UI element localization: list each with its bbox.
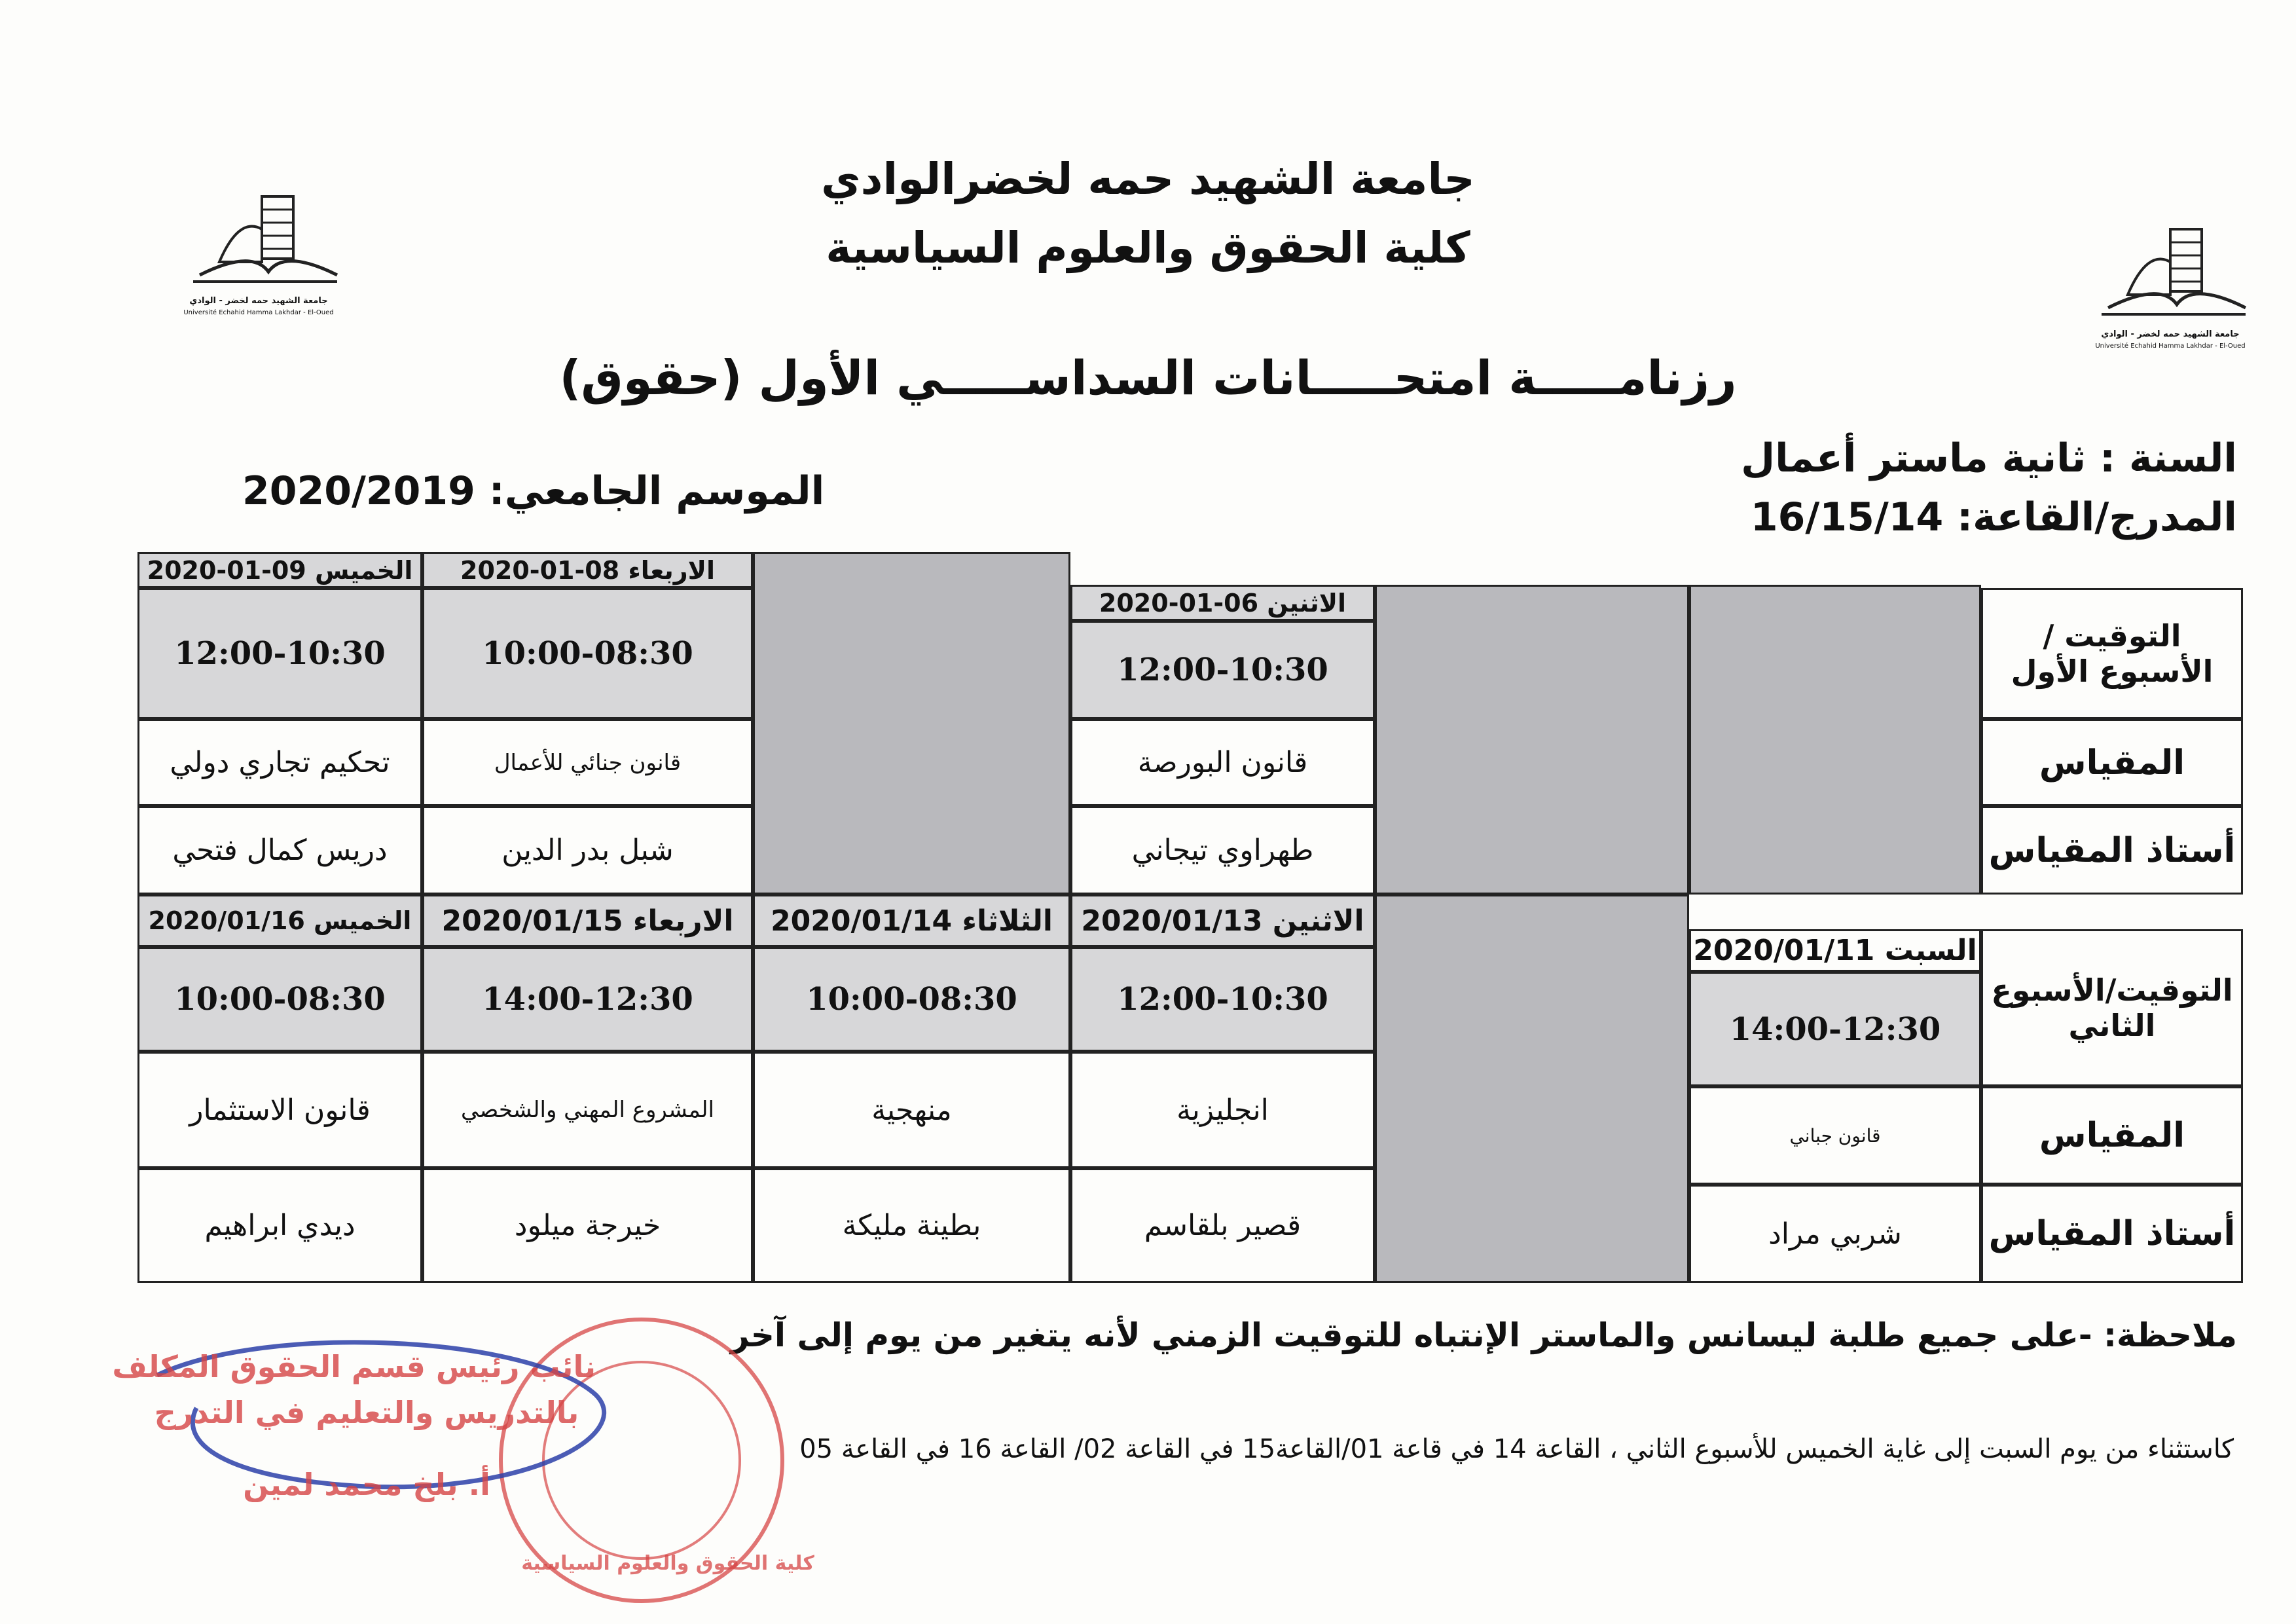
exam-schedule-table xyxy=(137,552,2243,1300)
w2-thu-subject: قانون الاستثمار xyxy=(137,1052,422,1168)
w2-wed-time: 14:00-12:30 xyxy=(422,947,753,1052)
season-value: 2020/2019 xyxy=(242,468,475,514)
w2-sat-subject: قانون جباني xyxy=(1689,1086,1981,1185)
empty-cell-sun-w2 xyxy=(1375,895,1689,1283)
w2-mon-date: الاثنين 2020/01/13 xyxy=(1070,895,1375,947)
hall-line xyxy=(1751,494,2237,540)
university-name: جامعة الشهيد حمه لخضرالوادي xyxy=(821,154,1475,204)
row-label-week2-subject: المقياس xyxy=(1981,1086,2243,1185)
w1-thu-subject: تحكيم تجاري دولي xyxy=(137,719,422,806)
row-label-week1-teacher: أستاذ المقياس xyxy=(1981,806,2243,895)
row-label-week1-time: التوقيت / الأسبوع الأول xyxy=(1981,588,2243,719)
w1-mon-subject: قانون البورصة xyxy=(1070,719,1375,806)
w1-mon-date: الاثنين 06-01-2020 xyxy=(1070,585,1375,621)
year-value: ثانية ماستر أعمال xyxy=(1741,435,2086,481)
w2-mon-subject: انجليزية xyxy=(1070,1052,1375,1168)
empty-cell-sat-w1 xyxy=(1689,585,1981,895)
w2-tue-date: الثلاثاء 2020/01/14 xyxy=(753,895,1070,947)
w1-thu-date: الخميس 09-01-2020 xyxy=(137,552,422,588)
w1-thu-teacher: دريس كمال فتحي xyxy=(137,806,422,895)
empty-cell-sun-w1 xyxy=(1375,585,1689,895)
w2-sat-date: السبت 2020/01/11 xyxy=(1689,929,1981,972)
signature-line-2: بالتدريس والتعليم في التدرج xyxy=(154,1395,579,1430)
w2-wed-teacher: خيرجة ميلود xyxy=(422,1168,753,1283)
w2-sat-teacher: شربي مراد xyxy=(1689,1185,1981,1283)
row-label-week1-subject: المقياس xyxy=(1981,719,2243,806)
row-label-week2-teacher: أستاذ المقياس xyxy=(1981,1185,2243,1283)
w2-thu-time: 10:00-08:30 xyxy=(137,947,422,1052)
signature-line-1: نائب رئيس قسم الحقوق المكلف xyxy=(112,1349,596,1384)
row-label-week2-time: التوقيت/الأسبوع الثاني xyxy=(1981,929,2243,1086)
signature-line-3: أ. بلخ محمد لمين xyxy=(243,1467,490,1502)
w2-tue-subject: منهجية xyxy=(753,1052,1070,1168)
year-line xyxy=(1741,435,2237,481)
w1-wed-teacher: شبل بدر الدين xyxy=(422,806,753,895)
logo-caption-right-fr: Université Echahid Hamma Lakhdar - El-Oued xyxy=(2095,342,2246,350)
stamp-inner-ring xyxy=(543,1362,740,1559)
w1-mon-time: 12:00-10:30 xyxy=(1070,621,1375,719)
w1-wed-time: 10:00-08:30 xyxy=(422,588,753,719)
w1-wed-subject: قانون جنائي للأعمال xyxy=(422,719,753,806)
w1-thu-time: 12:00-10:30 xyxy=(137,588,422,719)
w2-mon-teacher: قصير بلقاسم xyxy=(1070,1168,1375,1283)
w2-tue-time: 10:00-08:30 xyxy=(753,947,1070,1052)
year-label: السنة : xyxy=(2100,435,2237,481)
w1-mon-teacher: طهراوي تيجاني xyxy=(1070,806,1375,895)
calendar-title: رزنامـــــة امتحـــــانات السداســـــي الأول (حقوق) xyxy=(559,350,1737,405)
logo-caption-left-fr: Université Echahid Hamma Lakhdar - El-Oued xyxy=(183,309,334,316)
note-line-2: كاستثناء من يوم السبت إلى غاية الخميس للأسبوع الثاني ، القاعة 14 في قاعة 01/القاعة15 في القاعة 02/ القاعة 16 في القاعة 05 xyxy=(799,1434,2234,1464)
season-line xyxy=(242,468,824,514)
season-label: الموسم الجامعي: xyxy=(488,468,825,514)
w2-thu-teacher: ديدي ابراهيم xyxy=(137,1168,422,1283)
hall-label: المدرج/القاعة: xyxy=(1957,494,2237,540)
logo-caption-right-ar: جامعة الشهيد حمه لخضر - الوادي xyxy=(2101,329,2240,339)
logo-caption-left-ar: جامعة الشهيد حمه لخضر - الوادي xyxy=(189,296,328,306)
w2-thu-date: الخميس 2020/01/16 xyxy=(137,895,422,947)
w2-wed-date: الاربعاء 2020/01/15 xyxy=(422,895,753,947)
faculty-name: كلية الحقوق والعلوم السياسية xyxy=(826,223,1470,273)
w1-wed-date: الاربعاء 08-01-2020 xyxy=(422,552,753,588)
note-line-1: ملاحظة: -على جميع طلبة ليسانس والماستر الإنتباه للتوقيت الزمني لأنه يتغير من يوم إلى آخر xyxy=(730,1316,2237,1354)
empty-cell-tue-w1 xyxy=(753,552,1070,895)
w2-wed-subject: المشروع المهني والشخصي xyxy=(422,1052,753,1168)
hall-value: 16/15/14 xyxy=(1750,494,1944,540)
w2-mon-time: 12:00-10:30 xyxy=(1070,947,1375,1052)
stamp-faculty-text: كلية الحقوق والعلوم السياسية xyxy=(521,1552,814,1575)
w2-tue-teacher: بطينة مليكة xyxy=(753,1168,1070,1283)
w2-sat-time: 14:00-12:30 xyxy=(1689,972,1981,1086)
